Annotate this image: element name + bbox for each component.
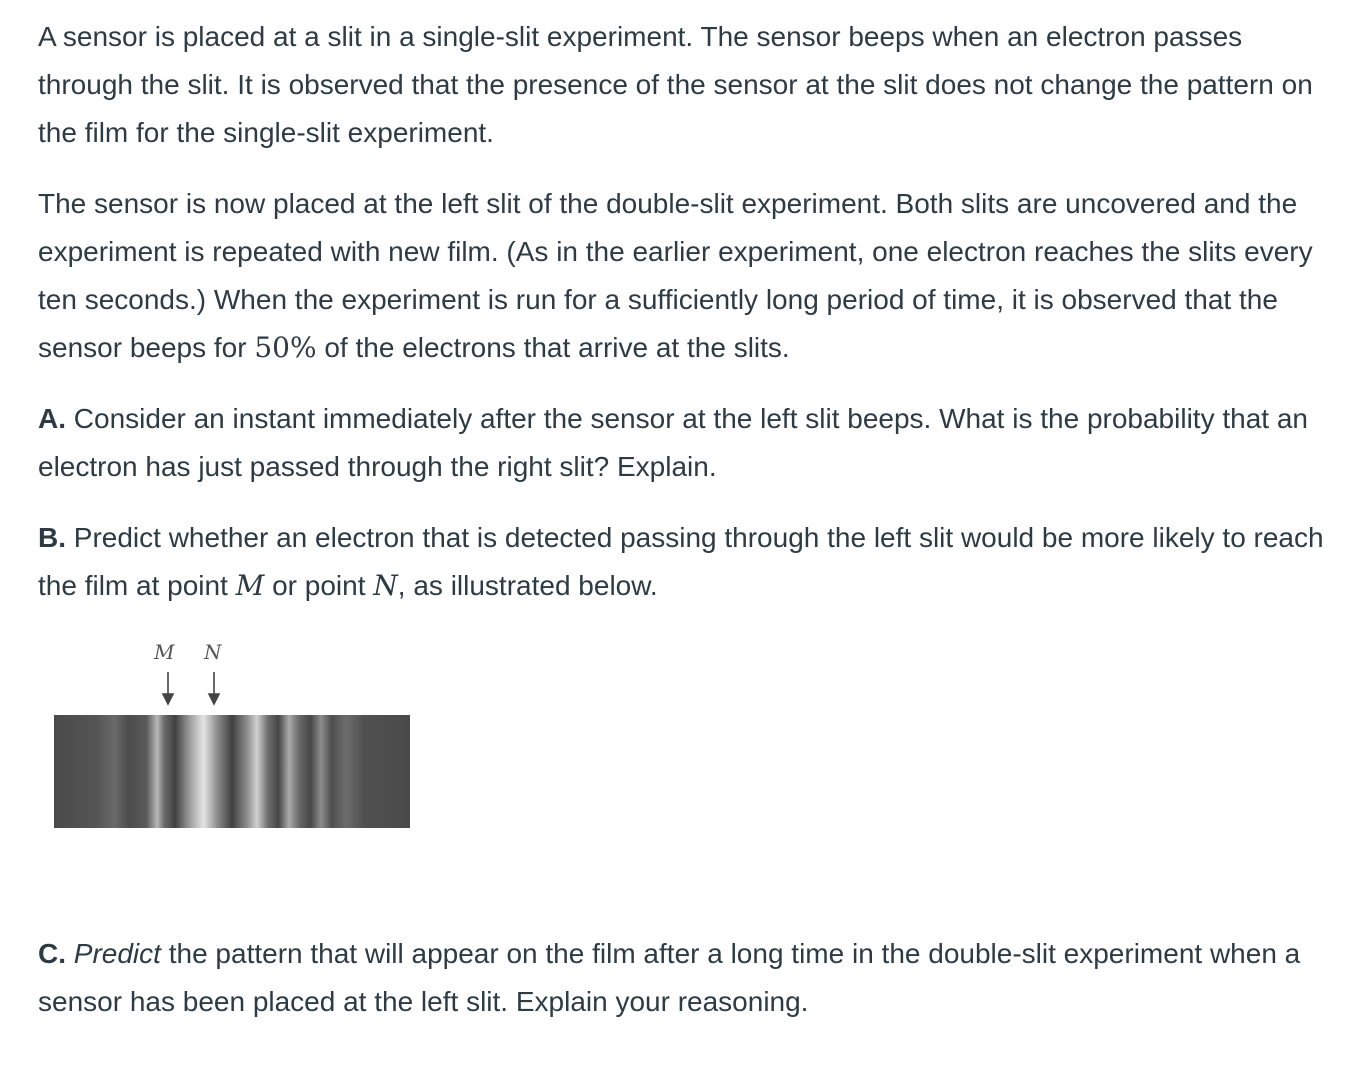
interference-figure [38, 610, 458, 930]
part-a-label: A. [38, 403, 66, 434]
part-b-text-3: , as illustrated below. [397, 570, 658, 601]
part-a-question [38, 395, 1328, 491]
part-c-label: C. [38, 938, 66, 969]
percent-value: 50% [254, 331, 317, 364]
arrow-m-icon [163, 672, 173, 704]
part-a-text: Consider an instant immediately after the sensor at the left slit beeps. What is the probability that an electron has just passed through the right slit? Explain. [38, 403, 1308, 482]
part-c-text: the pattern that will appear on the film after a long time in the double-slit experiment when a sensor has been placed at the left slit. Explain your reasoning. [38, 938, 1301, 1017]
part-c-question [38, 930, 1328, 1026]
part-b-question [38, 514, 1328, 610]
label-m: M [154, 640, 175, 664]
figure-graphic [38, 610, 458, 930]
arrow-n-icon [209, 672, 219, 704]
part-b-label: B. [38, 522, 66, 553]
setup-paragraph [38, 180, 1328, 372]
part-b-text-2: or point [264, 570, 374, 601]
setup-text-before: The sensor is now placed at the left slit of the double-slit experiment. Both slits are uncovered and the experiment is repeated with new film. (As in the earlier experiment, one electron reaches the slits every ten seconds.) When the experiment is run for a sufficiently long period of time, it is observed that the sensor beeps for [38, 188, 1313, 363]
part-b-text-1: Predict whether an electron that is detected passing through the left slit would be more likely to reach the film at point [38, 522, 1324, 601]
point-m-var: M [235, 569, 265, 602]
setup-text-after: of the electrons that arrive at the slits. [316, 332, 790, 363]
film-strip [54, 715, 410, 828]
label-n: N [204, 640, 222, 664]
point-n-var: N [373, 569, 398, 602]
part-c-emphasis: Predict [73, 938, 161, 969]
intro-paragraph: A sensor is placed at a slit in a single-slit experiment. The sensor beeps when an electron passes through the slit. It is observed that the presence of the sensor at the slit does not change the pattern on the film for the single-slit experiment. [38, 21, 1313, 148]
